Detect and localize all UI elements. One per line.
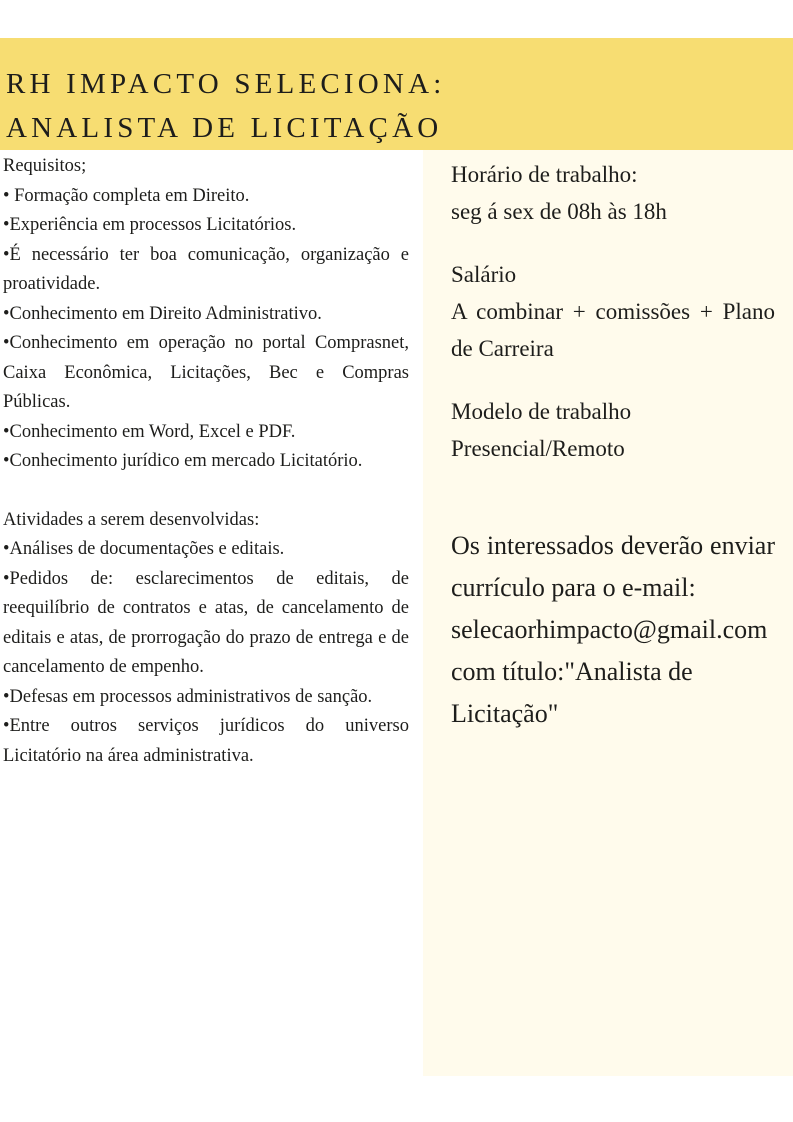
contact-email[interactable]: selecaorhimpacto@gmail.com — [451, 615, 768, 644]
page-title-line2: ANALISTA DE LICITAÇÃO — [6, 112, 443, 144]
activity-item: •Entre outros serviços jurídicos do universo Licitatório na área administrativa. — [3, 716, 409, 766]
activity-item: •Defesas em processos administrativos de sanção. — [3, 686, 373, 707]
activity-item: •Análises de documentações e editais. — [3, 539, 285, 559]
requirement-item: •Conhecimento jurídico em mercado Licitatório. — [3, 451, 363, 471]
section-spacer — [451, 467, 775, 525]
section-spacer — [451, 230, 775, 256]
activities-heading: Atividades a serem desenvolvidas: — [3, 509, 260, 530]
work-model-label: Modelo de trabalho — [451, 399, 632, 424]
requirement-item: •Experiência em processos Licitatórios. — [3, 215, 297, 235]
requirement-item: • Formação completa em Direito. — [3, 185, 250, 206]
apply-instructions: Os interessados deverão enviar currículo para o e-mail: — [451, 531, 775, 602]
page-title — [6, 62, 786, 150]
schedule-value: seg á sex de 08h às 18h — [451, 199, 667, 224]
requirement-item: •Conhecimento em Word, Excel e PDF. — [3, 421, 296, 442]
salary-value: A combinar + comissões + Plano de Carreira — [451, 299, 775, 361]
page-title-line1: RH IMPACTO SELECIONA: — [6, 68, 446, 100]
requirement-item: •Conhecimento em operação no portal Comprasnet, Caixa Econômica, Licitações, Bec e Compras Públicas. — [3, 333, 409, 412]
details-column — [423, 150, 793, 1076]
section-spacer — [3, 477, 409, 506]
requirements-heading: Requisitos; — [3, 156, 87, 176]
schedule-label: Horário de trabalho: — [451, 162, 638, 187]
email-subject-note: com título:"Analista de Licitação" — [451, 657, 693, 728]
salary-label: Salário — [451, 262, 517, 287]
activity-item: •Pedidos de: esclarecimentos de editais, de reequilíbrio de contratos e atas, de cancelamento de editais e atas, de prorrogação do prazo de entrega e de cancelamento de empenho. — [3, 568, 409, 677]
requirement-item: •Conhecimento em Direito Administrativo. — [3, 303, 322, 324]
section-spacer — [451, 367, 775, 393]
work-model-value: Presencial/Remoto — [451, 436, 625, 461]
requirement-item: •É necessário ter boa comunicação, organização e proatividade. — [3, 244, 409, 294]
requirements-column — [0, 150, 419, 771]
